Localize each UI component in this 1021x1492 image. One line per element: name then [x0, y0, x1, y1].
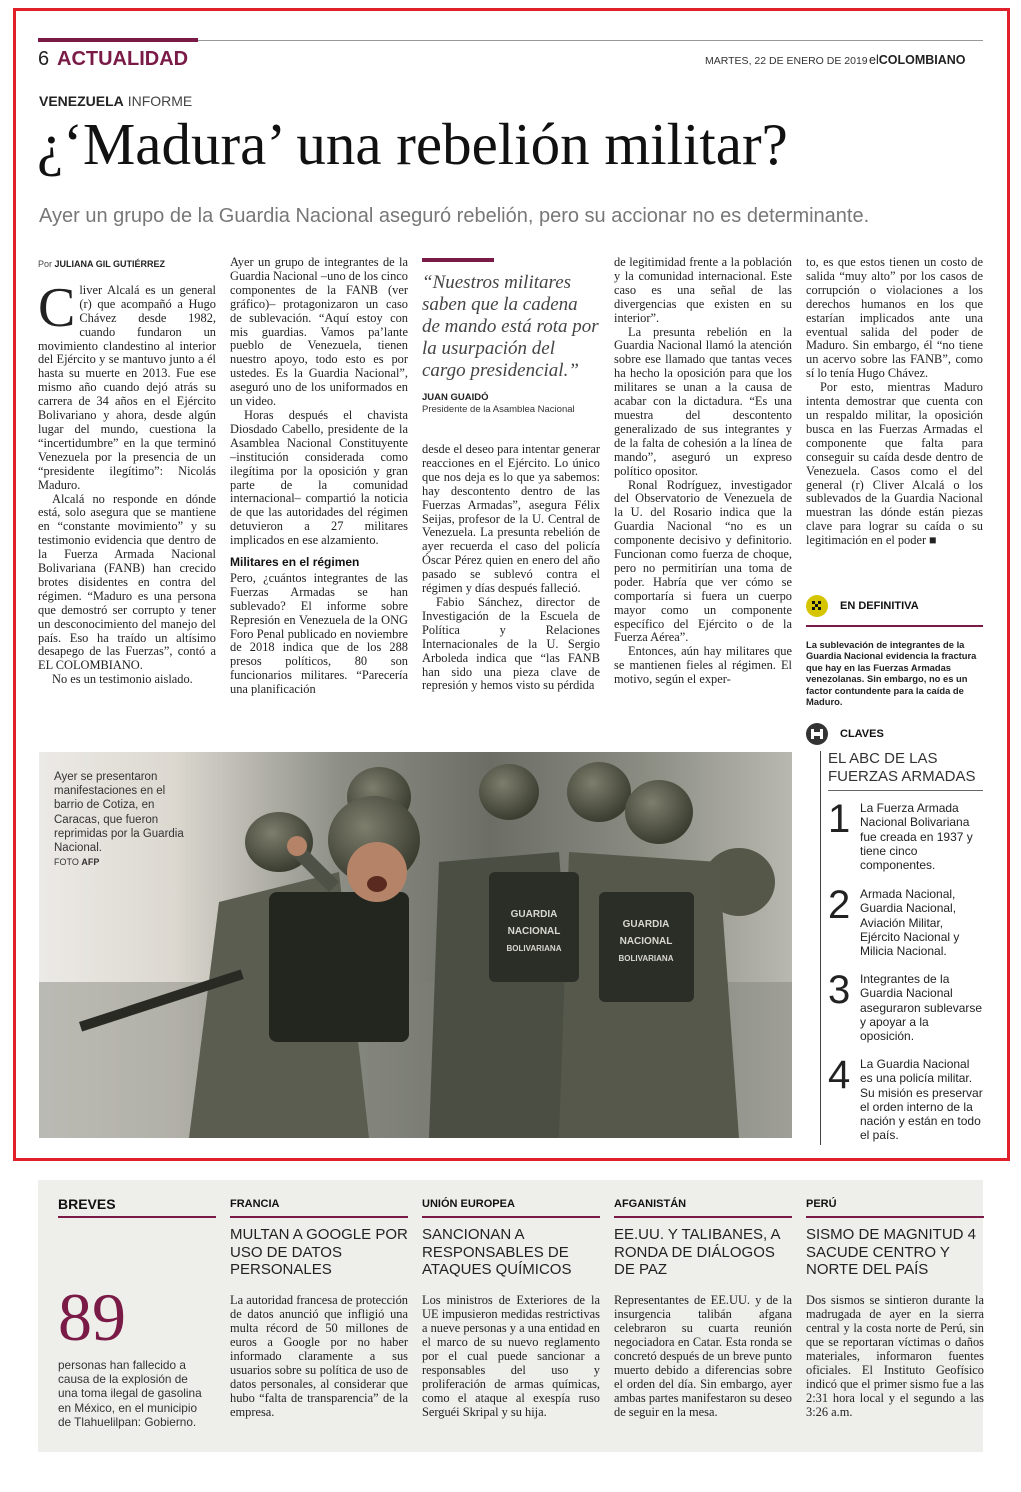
checkered-flag-icon — [806, 595, 828, 617]
kicker-topic: VENEZUELA — [39, 93, 124, 109]
kicker — [39, 93, 192, 109]
quote-bar — [422, 258, 494, 262]
col4-paragraph-1: de legitimidad frente a la población y la comunidad internacional. Este caso es una señal de las divergencias que existen en su interior”. — [614, 255, 792, 325]
svg-text:NACIONAL: NACIONAL — [507, 926, 561, 937]
article-column-2 — [230, 256, 408, 697]
breve-item — [614, 1198, 792, 1419]
section-name: ACTUALIDAD — [57, 48, 189, 70]
col4-paragraph-2: La presunta rebelión en la Guardia Nacional llamó la atención sobre ese llamado que tantas veces ha hecho la oposición para que los militares se unan a la causa de acabar con la dictadura. “Es una muestra del descontento generalizado de sus integrantes y de la falta de cohesión a la línea de mando”, aseguró un expreso político opositor. — [614, 324, 792, 478]
article-column-4 — [614, 256, 792, 687]
pull-quote — [422, 258, 600, 415]
page-number: 6 — [38, 48, 50, 70]
quote-text: “Nuestros militares saben que la cadena de mando está rota por la usurpación del cargo presidencial.” — [422, 272, 599, 381]
breve-item — [422, 1198, 600, 1419]
breve-text: La autoridad francesa de protección de datos anunció que infligió una multa récord de 50 millones de euros a Google por no haber informado claramente a sus usuarios sobre su política de uso de datos personales, al considerar que hubo “falta de transparencia” de la empresa. — [230, 1292, 408, 1419]
photo-caption: Ayer se presentaron manifestaciones en el barrio de Cotiza, en Caracas, que fueron reprimidas por la Guardia Nacional. FOTO AFP — [54, 771, 184, 868]
col2-paragraph-3: Pero, ¿cuántos integrantes de las Fuerzas Armadas se han sublevado? El informe sobre Represión en Venezuela de la ONG Foro Penal publicado en noviembre de 2018 indica que de los 288 presos políticos, 80 son funcionarios militares. “Parecería una planificación — [230, 570, 408, 697]
col1-paragraph-2: Alcalá no responde en dónde está, solo asegura que se mantiene en “constante movimiento” y su testimonio evidencia que dentro de la Fuerza Armada Nacional Bolivariana (FANB) han crecido brotes disidentes en contra del régimen. “Maduro es una persona que demostró ser corrupto y tener un desconocimiento del manejo del país. Eso ha traído un altísimo desapego de las Fuerzas”, contó a EL COLOMBIANO. — [38, 491, 216, 673]
claves-item-text: Integrantes de la Guardia Nacional aseguraron sublevarse y apoyar a la oposición. — [860, 972, 983, 1044]
en-definitiva-label: EN DEFINITIVA — [840, 600, 919, 612]
news-photo — [39, 752, 792, 1138]
article-column-1 — [38, 258, 216, 687]
breve-text: Representantes de EE.UU. y de la insurgencia talibán afgana celebraron su cuarta reunión negociadora en Catar. Esta ronda se concretó después de un breve punto muerto debido a diferencias sobre el orden del día. Sin embargo, ayer ambas partes manifestaron su deseo de seguir en la mesa. — [614, 1292, 792, 1419]
en-definitiva-box — [806, 595, 983, 707]
col2-subhead: Militares en el régimen — [230, 555, 360, 570]
svg-text:NACIONAL: NACIONAL — [619, 936, 673, 947]
kicker-type: INFORME — [127, 93, 193, 109]
svg-text:GUARDIA: GUARDIA — [622, 919, 670, 930]
claves-item-number: 2 — [828, 883, 851, 927]
col4-paragraph-3: Ronal Rodríguez, investigador del Observatorio de Venezuela de la U. del Rosario indica que la Guardia Nacional “no es un componente decisivo y definitorio. Funcionan como fuerza de choque, pero no permitirían una toma de poder. Habría que ver cómo se comportaría si fuera un cuerpo mayor como un componente específico del Ejército o de la Fuerza Aérea”. — [614, 477, 792, 645]
quote-role: Presidente de la Asamblea Nacional — [422, 404, 575, 415]
col3-paragraph-2: Fabio Sánchez, director de Investigación de la Escuela de Política y Relaciones Internacionales de la U. Sergio Arboleda indica que “las FANB han sido una pieza clave de represión y hemos visto su pérdida — [422, 594, 600, 693]
svg-text:BOLIVARIANA: BOLIVARIANA — [618, 954, 674, 963]
brand-logo — [869, 53, 966, 67]
claves-header — [806, 723, 983, 745]
col4-paragraph-4: Entonces, aún hay militares que se mantienen fieles al régimen. El motivo, según el exper- — [614, 644, 792, 687]
breves-big-number: 89 — [58, 1279, 126, 1355]
claves-item-number: 3 — [828, 968, 851, 1012]
breve-tag: FRANCIA — [230, 1198, 408, 1218]
breve-text: Dos sismos se sintieron durante la madrugada de ayer en la sierra central y la costa norte de Perú, sin que se reportaran víctimas o daños materiales, informaron fuentes oficiales. El Instituto Geofísico indicó que el primer sismo fue a las 2:31 hora local y el segundo a las 3:26 a.m. — [806, 1292, 984, 1419]
col3-paragraph-1: desde el deseo para intentar generar reacciones en el Ejército. Lo único que nos deja es lo que ya sabemos: hay descontento dentro de las Fuerzas Armadas”, asegura Félix Seijas, profesor de la U. Central de Venezuela. La presunta rebelión de ayer recuerda el caso del policía Óscar Pérez quien en enero del año pasado se sublevó contra el régimen y días después falleció. — [422, 442, 600, 596]
article-column-3 — [422, 443, 600, 693]
col2-paragraph-1: Ayer un grupo de integrantes de la Guardia Nacional –uno de los cinco componentes de la FANB (ver gráfico)– protagonizaron un caso de sublevación. “Aquí estoy con mis guardias. Vamos pa’lante pueblo de Venezuela, tienen nuestro apoyo, todo esto es por ustedes. Es la Guardia Nacional”, aseguró uno de los uniformados en un video. — [230, 255, 408, 409]
col2-paragraph-2: Horas después el chavista Diosdado Cabello, presidente de la Asamblea Nacional Constituyente –institución considerada como ilegítima por la oposición y gran parte de la comunidad internacional– compartió la noticia de que las autoridades del régimen detuvieron a 27 militares implicados en ese alzamiento. — [230, 407, 408, 548]
en-definitiva-text: La sublevación de integrantes de la Guardia Nacional evidencia la fractura que hay en las Fuerzas Armadas venezolanas. Sin embargo, no es un factor contundente para la caída de Maduro. — [806, 639, 977, 708]
claves-vertical-rule — [820, 751, 821, 1145]
en-definitiva-header — [806, 595, 983, 617]
col1-paragraph-3: No es un testimonio aislado. — [52, 672, 193, 687]
claves-item-number: 4 — [828, 1053, 851, 1097]
svg-text:GUARDIA: GUARDIA — [510, 909, 558, 920]
col5-paragraph-1: to, es que estos tienen un costo de salida “muy alto” por los casos de corrupción o violaciones a los derechos humanos en los que estarían implicados ante una eventual salida del poder de Maduro. Sin embargo, él “no tiene un acervo sobre las FANB”, como sí lo tenía Hugo Chávez. — [806, 255, 983, 381]
header-rule — [198, 40, 983, 41]
breves-header — [58, 1196, 216, 1218]
brand-prefix: el — [869, 53, 879, 67]
claves-item-text: Armada Nacional, Guardia Nacional, Aviación Militar, Ejército Nacional y Milicia Nacional. — [860, 887, 960, 959]
en-definitiva-rule — [806, 625, 983, 627]
byline: Por JULIANA GIL GUTIÉRREZ — [38, 259, 166, 269]
article-column-5 — [806, 256, 983, 548]
breve-title: MULTAN A GOOGLE POR USO DE DATOS PERSONALES — [230, 1226, 408, 1278]
breve-title: SANCIONAN A RESPONSABLES DE ATAQUES QUÍMICOS — [422, 1226, 572, 1278]
claves-item-text: La Fuerza Armada Nacional Bolivariana fue creada en 1937 y tiene cinco componentes. — [860, 801, 973, 873]
subheadline: Ayer un grupo de la Guardia Nacional aseguró rebelión, pero su accionar no es determinante. — [39, 205, 870, 227]
breve-item — [230, 1198, 408, 1419]
breves-label: BREVES — [58, 1196, 116, 1212]
claves-item-number: 1 — [828, 797, 851, 841]
col1-paragraph-1: liver Alcalá es un general (r) que acompañó a Hugo Chávez desde 1982, cuando fundaron un movimiento clandestino al interior del Ejército y se mantuvo junto a él hasta su muerte en 2013. Fue ese mismo año cuando dejó atrás su carrera de 34 años en el Ejército Bolivariano y ahora, desde algún lugar del mundo, cuestiona la “incertidumbre” en la que terminó Venezuela por la presencia de un “presidente ilegítimo”: Nicolás Maduro. — [38, 282, 216, 492]
key-icon — [806, 723, 828, 745]
issue-date: MARTES, 22 DE ENERO DE 2019 — [705, 55, 868, 67]
headline: ¿‘Madura’ una rebelión militar? — [37, 111, 788, 177]
breve-title: EE.UU. Y TALIBANES, A RONDA DE DIÁLOGOS DE PAZ — [614, 1226, 780, 1278]
photo-credit: FOTO AFP — [54, 857, 100, 868]
breve-item — [806, 1198, 984, 1419]
section-bar — [38, 38, 198, 42]
breve-tag: AFGANISTÁN — [614, 1198, 792, 1218]
breves-rule — [58, 1216, 216, 1218]
brand-name: COLOMBIANO — [878, 53, 966, 67]
drop-cap: C — [38, 276, 76, 339]
breve-title: SISMO DE MAGNITUD 4 SACUDE CENTRO Y NORTE DEL PAÍS — [806, 1226, 977, 1278]
breves-big-text: personas han fallecido a causa de la explosión de una toma ilegal de gasolina en México, en el municipio de Tlahuelilpan: Gobierno. — [58, 1358, 202, 1429]
claves-item-text: La Guardia Nacional es una policía militar. Su misión es preservar el orden interno de la nación y están en todo el país. — [860, 1057, 983, 1143]
svg-text:BOLIVARIANA: BOLIVARIANA — [506, 944, 562, 953]
byline-author: JULIANA GIL GUTIÉRREZ — [54, 259, 166, 269]
claves-box — [806, 723, 983, 1145]
breve-tag: PERÚ — [806, 1198, 984, 1218]
claves-list — [828, 797, 983, 1143]
claves-title-rule — [828, 790, 983, 791]
claves-title: EL ABC DE LAS FUERZAS ARMADAS — [828, 750, 976, 785]
quote-author: JUAN GUAIDÓ — [422, 392, 489, 403]
claves-label: CLAVES — [840, 728, 884, 740]
col5-paragraph-2: Por esto, mientras Maduro intenta demostrar que cuenta con un respaldo militar, la oposición busca en las Fuerzas Armadas el componente que falta para conseguir su caída desde dentro de Venezuela. Casos como el del general (r) Cliver Alcalá o los sublevados de la Guardia Nacional muestran las dónde están piezas clave para lograr su caída o su legitimación en el poder ■ — [806, 380, 983, 548]
breve-tag: UNIÓN EUROPEA — [422, 1198, 600, 1218]
breve-text: Los ministros de Exteriores de la UE impusieron medidas restrictivas a nueve personas y a una entidad en el marco de su nuevo reglamento por el cual puede sancionar a responsables del uso y proliferación de armas químicas, como el ataque al exespía ruso Serguéi Skripal y su hija. — [422, 1292, 600, 1419]
